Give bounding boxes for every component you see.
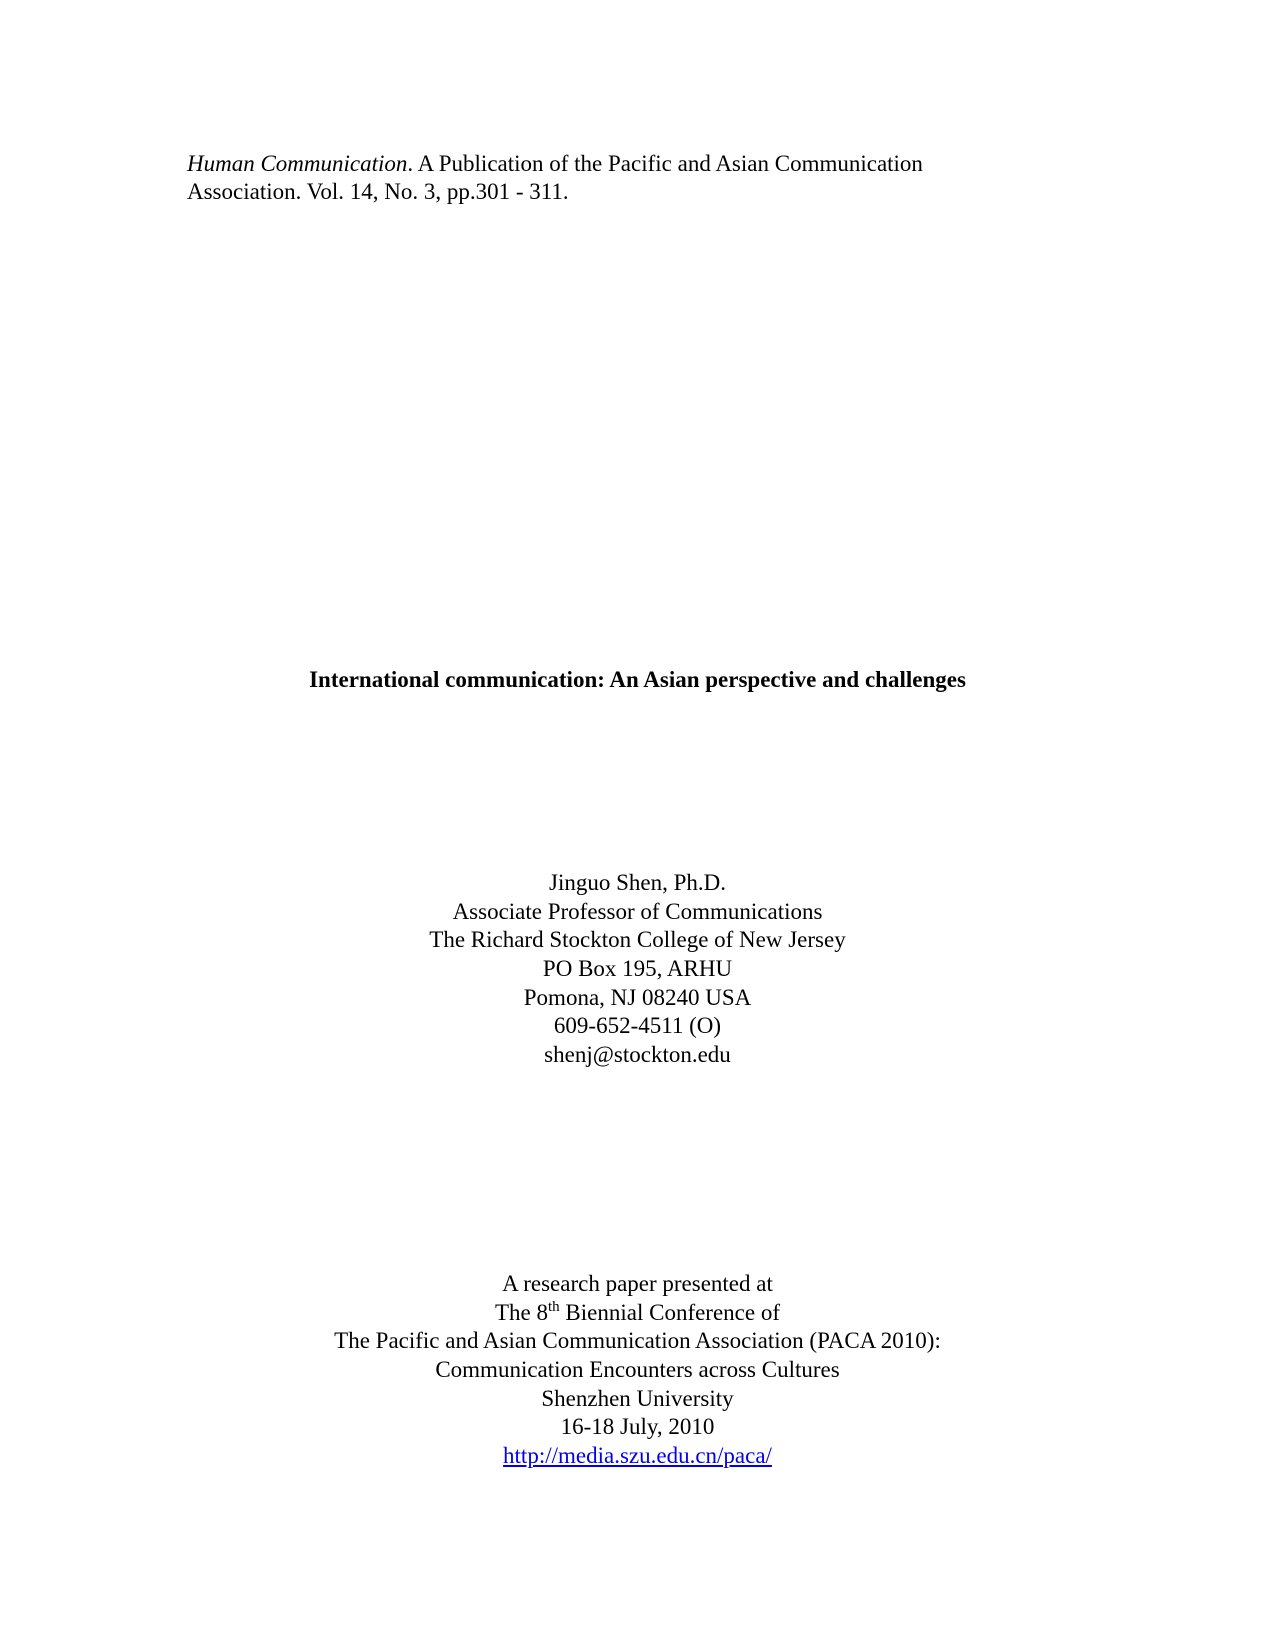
conference-theme: Communication Encounters across Cultures xyxy=(435,1357,840,1383)
author-institution: The Richard Stockton College of New Jersey xyxy=(429,927,846,953)
conference-dates: 16-18 July, 2010 xyxy=(560,1414,715,1440)
conference-url-line xyxy=(0,1442,1275,1471)
conference-ordinal-rest: Biennial Conference of xyxy=(559,1299,781,1325)
citation-line-1-rest: . A Publication of the Pacific and Asian Communication xyxy=(407,151,923,176)
author-email: shenj@stockton.edu xyxy=(544,1042,731,1068)
conference-url-link[interactable]: http://media.szu.edu.cn/paca/ xyxy=(503,1443,772,1469)
conference-intro: A research paper presented at xyxy=(502,1271,773,1296)
conference-ordinal-line xyxy=(0,1299,1275,1328)
conference-block xyxy=(0,1270,1275,1471)
author-position: Associate Professor of Communications xyxy=(452,898,823,924)
conference-venue: Shenzhen University xyxy=(541,1385,734,1411)
author-phone: 609-652-4511 (O) xyxy=(553,1013,722,1039)
conference-ordinal-prefix: The 8 xyxy=(494,1299,548,1325)
citation-line-2: Association. Vol. 14, No. 3, pp.301 - 311. xyxy=(187,179,569,204)
conference-association: The Pacific and Asian Communication Association (PACA 2010): xyxy=(334,1328,941,1354)
paper-title: International communication: An Asian perspective and challenges xyxy=(309,667,966,692)
author-block xyxy=(0,869,1275,1070)
author-po-box: PO Box 195, ARHU xyxy=(542,956,733,982)
conference-ordinal-suffix: th xyxy=(548,1298,560,1315)
citation-line-1 xyxy=(187,150,1047,178)
journal-title: Human Communication xyxy=(187,151,408,176)
author-city: Pomona, NJ 08240 USA xyxy=(523,984,752,1010)
citation-block xyxy=(187,150,1047,206)
author-name: Jinguo Shen, Ph.D. xyxy=(549,870,726,895)
